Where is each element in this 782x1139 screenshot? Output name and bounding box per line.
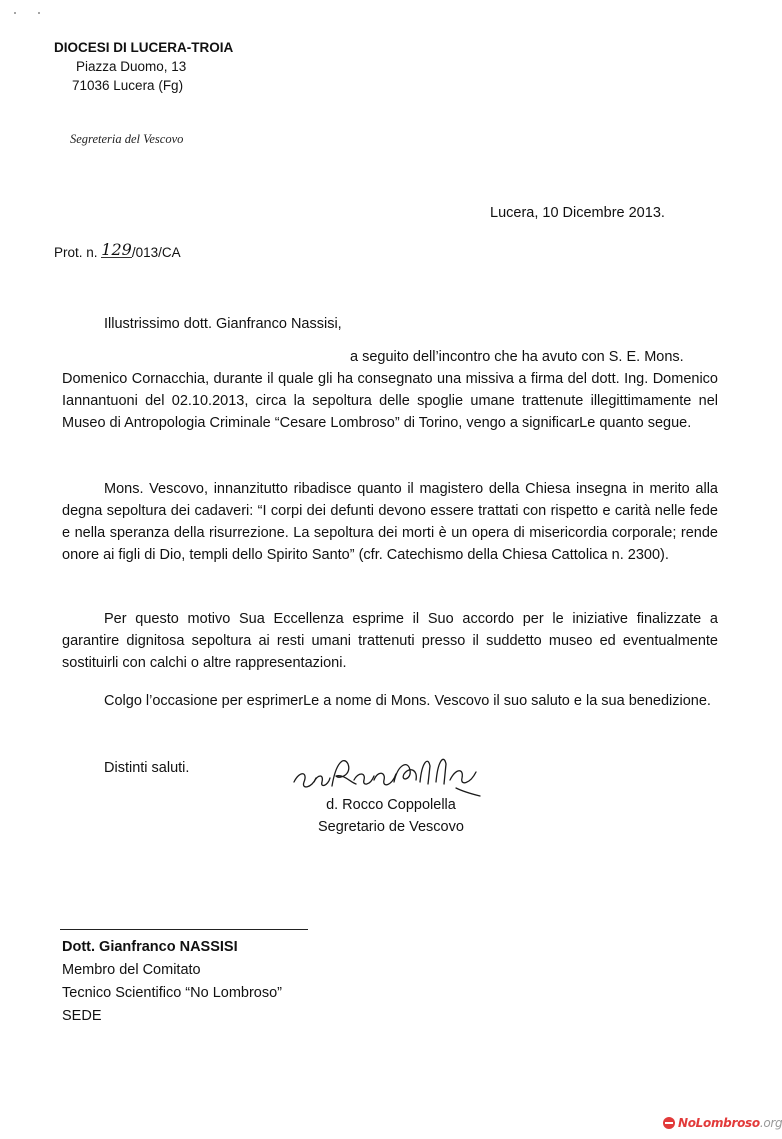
- paragraph-2: [62, 478, 718, 566]
- recipient-line-2: Tecnico Scientifico “No Lombroso”: [62, 985, 283, 1001]
- paragraph-4-text: Colgo l’occasione per esprimerLe a nome di Mons. Vescovo il suo saluto e la sua benedizione.: [104, 693, 711, 709]
- scan-speck: [38, 12, 40, 14]
- address-line-1: Piazza Duomo, 13: [76, 59, 187, 74]
- paragraph-1-rest: Domenico Cornacchia, durante il quale gli ha consegnato una missiva a firma del dott. Ing. Domenico Iannantuoni del 02.10.2013, circa la sepoltura delle spoglie umane trattenute illegittimamente nel Museo di Antropologia Criminale “Cesare Lombroso” di Torino, vengo a significarLe quanto segue.: [62, 371, 718, 431]
- closing-greeting: Distinti saluti.: [104, 760, 190, 776]
- date-line: Lucera, 10 Dicembre 2013.: [490, 205, 665, 221]
- scan-speck: [14, 12, 16, 14]
- recipient-name: Dott. Gianfranco NASSISI: [62, 939, 238, 955]
- salutation: Illustrissimo dott. Gianfranco Nassisi,: [104, 316, 342, 332]
- watermark-tld: .org: [759, 1116, 782, 1130]
- address-line-2: 71036 Lucera (Fg): [72, 78, 184, 93]
- watermark-text: [678, 1116, 782, 1130]
- recipient-line-3: SEDE: [62, 1008, 102, 1024]
- letterhead: [54, 38, 233, 95]
- recipient-block: [62, 936, 282, 1028]
- paragraph-1: [62, 346, 718, 434]
- signer-name: d. Rocco Coppolella: [326, 797, 456, 813]
- protocol-suffix: /013/CA: [131, 245, 181, 260]
- paragraph-1-first-line: a seguito dell’incontro che ha avuto con S. E. Mons.: [350, 349, 684, 365]
- paragraph-2-text: Mons. Vescovo, innanzitutto ribadisce quanto il magistero della Chiesa insegna in merito alla degna sepoltura dei cadaveri: “I corpi dei defunti devono essere trattati con rispetto e carità nelle fede e nella speranza della risurrezione. La sepoltura dei morti è un opera di misericordia corporale; rende onore ai figli di Dio, templi dello Spirito Santo” (cfr. Catechismo della Chiesa Cattolica n. 2300).: [62, 481, 718, 563]
- paragraph-3-text: Per questo motivo Sua Eccellenza esprime il Suo accordo per le iniziative finalizzate a garantire dignitosa sepoltura ai resti umani trattenuti presso il suddetto museo ed eventualmente sostituirli con calchi o altre rappresentazioni.: [62, 611, 718, 671]
- no-entry-circle-icon: [662, 1116, 676, 1130]
- secretariat-stamp: Segreteria del Vescovo: [70, 132, 184, 146]
- protocol-number: [54, 240, 181, 260]
- signer-title: Segretario de Vescovo: [318, 819, 464, 835]
- paragraph-3: [62, 608, 718, 674]
- protocol-prefix: Prot. n.: [54, 245, 98, 260]
- diocese-name: DIOCESI DI LUCERA-TROIA: [54, 40, 234, 55]
- separator-line: [60, 929, 308, 930]
- paragraph-4: [62, 690, 718, 712]
- watermark: [662, 1116, 782, 1130]
- recipient-line-1: Membro del Comitato: [62, 962, 201, 978]
- watermark-brand: NoLombroso: [678, 1116, 760, 1130]
- signer-block: [318, 794, 464, 838]
- handwritten-signature: [286, 752, 486, 800]
- protocol-handwritten-number: 129: [101, 240, 132, 259]
